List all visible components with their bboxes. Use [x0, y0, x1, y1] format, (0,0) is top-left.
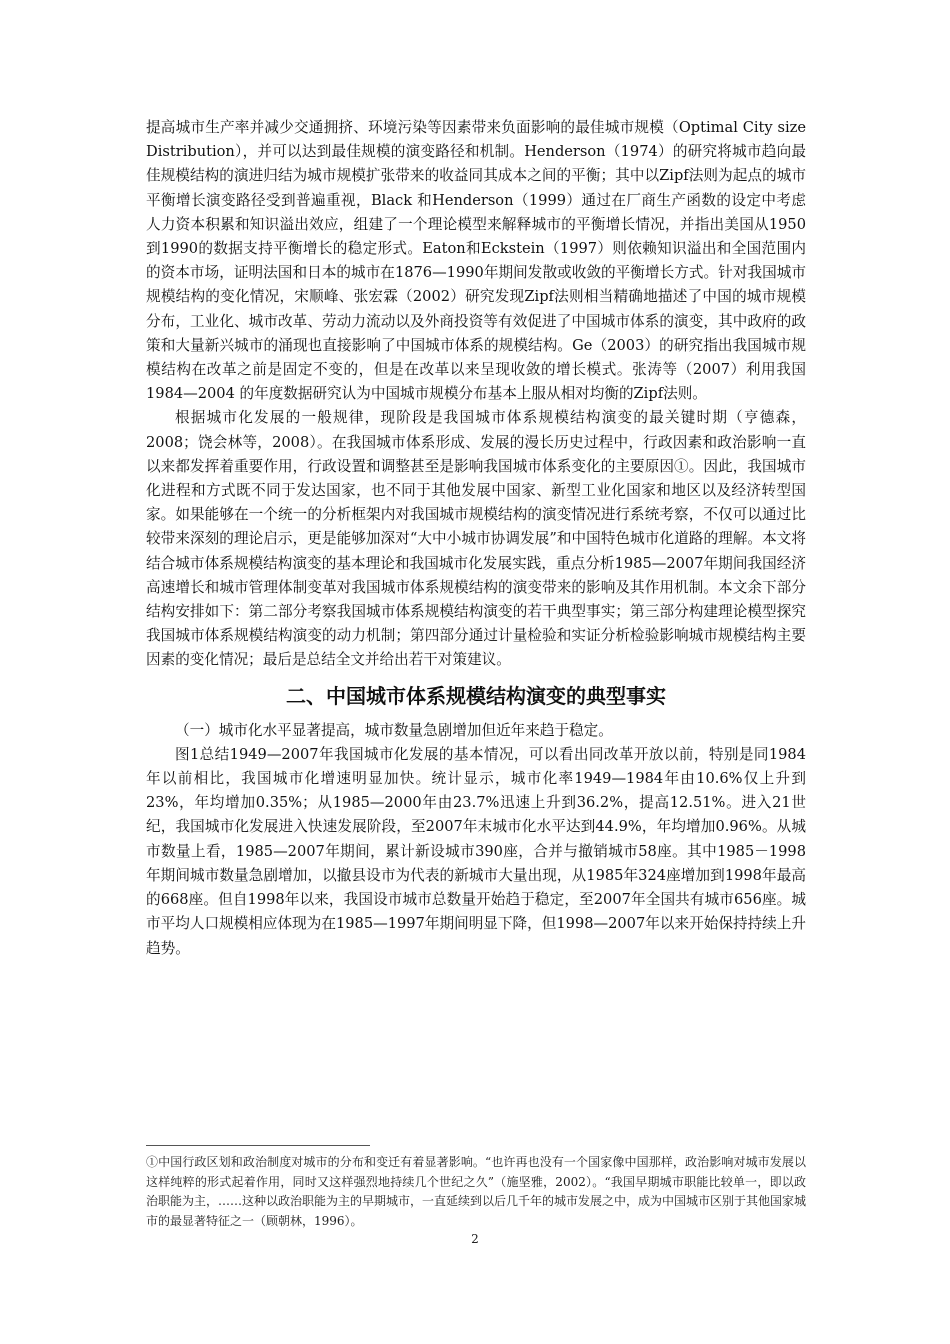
- paragraph-introduction: 根据城市化发展的一般规律，现阶段是我国城市体系规模结构演变的最关键时期（亨德森，2008；饶会林等，2008）。在我国城市体系形成、发展的漫长历史过程中，行政因素和政治影响一直以来都发挥着重要作用，行政设置和调整甚至是影响我国城市体系变化的主要原因①。因此，我国城市化进程和方式既不同于发达国家，也不同于其他发展中国家、新型工业化国家和地区以及经济转型国家。如果能够在一个统一的分析框架内对我国城市规模结构的演变情况进行系统考察，不仅可以通过比较带来深刻的理论启示，更是能够加深对“大中小城市协调发展”和中国特色城市化道路的理解。本文将结合城市体系规模结构演变的基本理论和我国城市化发展实践，重点分析1985—2007年期间我国经济高速增长和城市管理体制变革对我国城市体系规模结构的演变带来的影响及其作用机制。本文余下部分结构安排如下：第二部分考察我国城市体系规模结构演变的若干典型事实；第三部分构建理论模型探究我国城市体系规模结构演变的动力机制；第四部分通过计量检验和实证分析检验影响城市规模结构主要因素的变化情况；最后是总结全文并给出若干对策建议。: [146, 409, 806, 669]
- section-heading: 二、中国城市体系规模结构演变的典型事实: [286, 683, 666, 708]
- page-number: 2: [471, 1232, 479, 1246]
- footnote: ①中国行政区划和政治制度对城市的分布和变迁有着显著影响。“也许再也没有一个国家像中国那样，政治影响对城市发展以这样纯粹的形式起着作用，同时又这样强烈地持续几个世纪之久”（施坚雅，2002）。“我国早期城市职能比较单一，即以政治职能为主，……这种以政治职能为主的早期城市，一直延续到以后几千年的城市发展之中，成为中国城市区别于其他国家城市的最显著特征之一（顾朝林，1996）。: [146, 1155, 807, 1228]
- body-text: [146, 116, 806, 961]
- paragraph-literature-review: 提高城市生产率并减少交通拥挤、环境污染等因素带来负面影响的最佳城市规模（Optimal City size Distribution），并可以达到最佳规模的演变路径和机制。Henderson（1974）的研究将城市趋向最佳规模结构的演进归结为城市规模扩张带来的收益同其成本之间的平衡；其中以Zipf法则为起点的城市平衡增长演变路径受到普遍重视，Black 和Henderson（1999）通过在厂商生产函数的设定中考虑人力资本积累和知识溢出效应，组建了一个理论模型来解释城市的平衡增长情况，并指出美国从1950到1990的数据支持平衡增长的稳定形式。Eaton和Eckstein（1997）则依赖知识溢出和全国范围内的资本市场，证明法国和日本的城市在1876—1990年期间发散或收敛的平衡增长方式。针对我国城市规模结构的变化情况，宋顺峰、张宏霖（2002）研究发现Zipf法则相当精确地描述了中国的城市规模分布，工业化、城市改革、劳动力流动以及外商投资等有效促进了中国城市体系的演变，其中政府的政策和大量新兴城市的涌现也直接影响了中国城市体系的规模结构。Ge（2003）的研究指出我国城市规模结构在改革之前是固定不变的，但是在改革以来呈现收敛的增长模式。张涛等（2007）利用我国 1984—2004 的年度数据研究认为中国城市规模分布基本上服从相对均衡的Zipf法则。: [146, 119, 806, 403]
- footnote-divider: [146, 1145, 370, 1146]
- paragraph-urbanization-facts: 图1总结1949—2007年我国城市化发展的基本情况，可以看出同改革开放以前，特别是同1984年以前相比，我国城市化增速明显加快。统计显示，城市化率1949—1984年由10.6%仅上升到23%，年均增加0.35%；从1985—2000年由23.7%迅速上升到36.2%，提高12.51%。进入21世纪，我国城市化发展进入快速发展阶段，至2007年末城市化水平达到44.9%，年均增加0.96%。从城市数量上看，1985—2007年期间，累计新设城市390座，合并与撤销城市58座。其中1985－1998年期间城市数量急剧增加，以撤县设市为代表的新城市大量出现，从1985年324座增加到1998年最高的668座。但自1998年以来，我国设市城市总数量开始趋于稳定，至2007年全国共有城市656座。城市平均人口规模相应体现为在1985—1997年期间明显下降，但1998—2007年以来开始保持持续上升趋势。: [146, 745, 806, 957]
- subsection-heading: （一）城市化水平显著提高，城市数量急剧增加但近年来趋于稳定。: [175, 721, 613, 739]
